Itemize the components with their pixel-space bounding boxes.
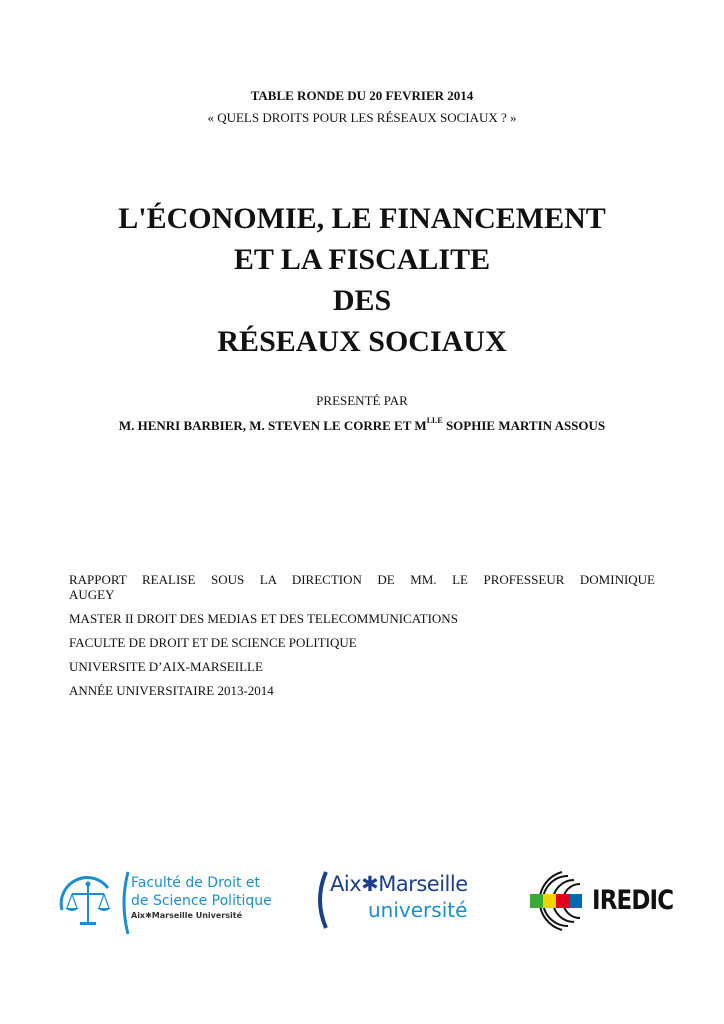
- amu-logo: [312, 868, 482, 938]
- report-faculty: FACULTE DE DROIT ET DE SCIENCE POLITIQUE: [69, 635, 357, 650]
- amu-logo-line1: Aix✱Marseille: [330, 872, 468, 896]
- report-info: [69, 572, 655, 707]
- scales-icon: [58, 870, 118, 936]
- title-line-2: ET LA FISCALITE: [233, 243, 491, 276]
- amu-bracket-icon: [312, 870, 328, 930]
- authors: [0, 418, 724, 434]
- document-title: [0, 198, 724, 362]
- faculty-bracket-icon: [118, 870, 130, 936]
- faculty-logo-line2: de Science Politique: [131, 893, 272, 909]
- event-theme: « QUELS DROITS POUR LES RÉSEAUX SOCIAUX ? »: [207, 110, 517, 125]
- amu-logo-line2: université: [368, 898, 468, 922]
- authors-last-name: SOPHIE MARTIN ASSOUS: [442, 418, 606, 433]
- iredic-logo-text: IREDIC: [592, 885, 674, 916]
- presented-by-label: PRESENTÉ PAR: [316, 393, 408, 408]
- report-direction-line2: AUGEY: [69, 587, 115, 602]
- title-line-1: L'ÉCONOMIE, LE FINANCEMENT: [118, 202, 606, 235]
- event-title: TABLE RONDE DU 20 FEVRIER 2014: [250, 88, 474, 103]
- authors-names: M. HENRI BARBIER, M. STEVEN LE CORRE ET M: [118, 418, 427, 433]
- faculty-logo-line1: Faculté de Droit et: [131, 875, 261, 891]
- report-direction-line1: RAPPORT REALISE SOUS LA DIRECTION DE MM. LE PROFESSEUR DOMINIQUE: [69, 572, 655, 587]
- iredic-logo: [528, 868, 678, 938]
- iredic-emblem-icon: [528, 868, 592, 934]
- title-line-3: DES: [332, 284, 392, 317]
- authors-superscript: LLE: [426, 416, 443, 425]
- logos-row: [0, 868, 724, 938]
- report-year: ANNÉE UNIVERSITAIRE 2013-2014: [69, 683, 274, 698]
- title-line-4: RÉSEAUX SOCIAUX: [217, 325, 507, 358]
- report-university: UNIVERSITE D’AIX-MARSEILLE: [69, 659, 263, 674]
- report-master: MASTER II DROIT DES MEDIAS ET DES TELECOMMUNICATIONS: [69, 611, 458, 626]
- faculty-logo-line3: Aix✱Marseille Université: [131, 911, 242, 920]
- faculty-logo: [58, 868, 272, 938]
